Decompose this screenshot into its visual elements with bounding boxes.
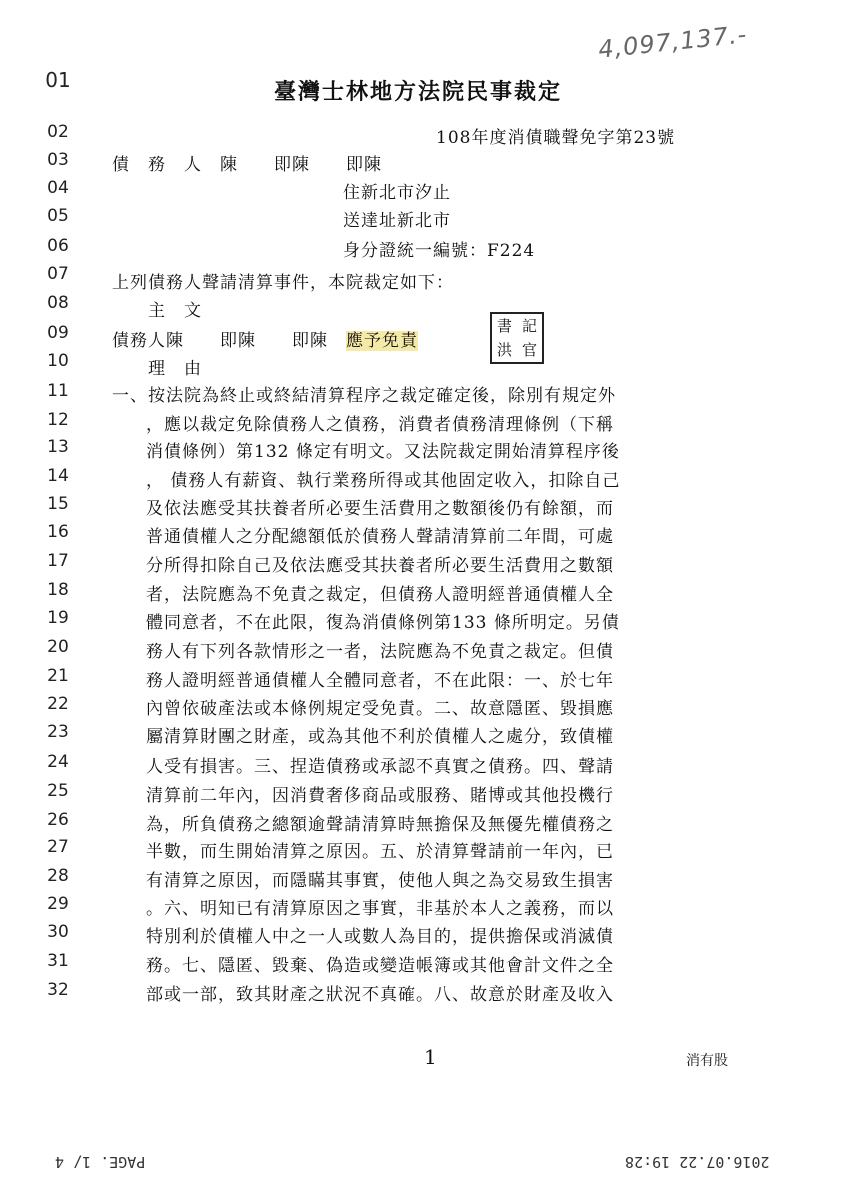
line-number: 13 [47, 437, 69, 457]
page-number: 1 [424, 1045, 437, 1069]
body-line: 普通債權人之分配總額低於債務人聲請清算前二年間，可處 [146, 527, 614, 547]
reason-heading: 理 由 [148, 359, 202, 379]
ruling-prefix: 債務人陳 即陳 即陳 [112, 331, 346, 351]
line-number: 10 [47, 351, 69, 371]
body-line: 半數，而生開始清算之原因。五、於清算聲請前一年內，已 [146, 842, 614, 862]
seal-char-2: 記 [521, 316, 537, 335]
document-title: 臺灣士林地方法院民事裁定 [274, 79, 563, 105]
unit-label: 消有股 [686, 1053, 728, 1069]
line-number: 25 [47, 781, 69, 801]
line-number: 06 [47, 236, 69, 256]
handwritten-amount-note: 4,097,137.- [596, 20, 749, 64]
line-number: 02 [47, 122, 69, 142]
line-number: 15 [47, 494, 69, 514]
line-number: 12 [47, 410, 69, 430]
line-number: 29 [47, 894, 69, 914]
fax-footer [0, 1145, 848, 1185]
seal-char-3: 洪 [496, 340, 512, 359]
body-line: 為，所負債務之總額逾聲請清算時無擔保及無優先權債務之 [146, 815, 614, 835]
line-number: 31 [47, 951, 69, 971]
body-line: ，應以裁定免除債務人之債務，消費者債務清理條例（下稱 [146, 415, 614, 435]
ruling-line [112, 326, 418, 351]
line-number: 32 [47, 980, 69, 1000]
line-number: 28 [47, 866, 69, 886]
body-line: 體同意者，不在此限，復為消債條例第133 條所明定。另債 [146, 613, 620, 633]
line-number: 07 [47, 264, 69, 284]
line-number: 30 [47, 922, 69, 942]
body-line: 特別利於債權人中之一人或數人為目的，提供擔保或消滅債 [146, 927, 614, 947]
line-number: 21 [47, 666, 69, 686]
id-number: 身分證統一編號：F224 [343, 241, 536, 261]
line-number: 01 [45, 68, 71, 92]
ruling-highlight: 應予免責 [346, 331, 418, 351]
body-line: 及依法應受其扶養者所必要生活費用之數額後仍有餘額，而 [146, 499, 614, 519]
body-line: 清算前二年內，因消費奢侈商品或服務、賭博或其他投機行 [146, 786, 614, 806]
body-line: 消債條例）第132 條定有明文。又法院裁定開始清算程序後 [146, 442, 620, 462]
main-text-heading: 主 文 [148, 301, 202, 321]
line-number: 16 [47, 522, 69, 542]
line-number: 20 [47, 637, 69, 657]
body-line: 。六、明知已有清算原因之事實，非基於本人之義務，而以 [146, 899, 614, 919]
body-line: 有清算之原因，而隱瞞其事實，使他人與之為交易致生損害 [146, 871, 614, 891]
body-line: 務人有下列各款情形之一者，法院應為不免責之裁定。但債 [146, 642, 614, 662]
body-line: 務。七、隱匿、毀棄、偽造或變造帳簿或其他會計文件之全 [146, 956, 614, 976]
line-number: 09 [47, 323, 69, 343]
delivery-address: 送達址新北市 [343, 211, 451, 231]
line-number: 19 [47, 608, 69, 628]
debtor-line: 債 務 人 陳 即陳 即陳 [112, 155, 382, 175]
body-line: 屬清算財團之財產，或為其他不利於債權人之處分，致債權 [146, 727, 614, 747]
seal-char-1: 書 [496, 316, 512, 335]
line-number: 22 [47, 694, 69, 714]
body-line: 務人證明經普通債權人全體同意者，不在此限：一、於七年 [146, 671, 614, 691]
seal-char-4: 官 [521, 340, 537, 359]
fax-page-label: PAGE. 1/ 4 [55, 1153, 146, 1171]
line-number: 08 [47, 293, 69, 313]
body-line: 分所得扣除自己及依法應受其扶養者所必要生活費用之數額 [146, 556, 614, 576]
body-line: 者，法院應為不免責之裁定，但債務人證明經普通債權人全 [146, 585, 614, 605]
body-line: ， 債務人有薪資、執行業務所得或其他固定收入，扣除自己 [146, 471, 621, 491]
line-number: 11 [47, 381, 69, 401]
line-number: 17 [47, 551, 69, 571]
body-line: 一、按法院為終止或終結清算程序之裁定確定後，除別有規定外 [112, 386, 616, 406]
line-number: 18 [47, 580, 69, 600]
intro-sentence: 上列債務人聲請清算事件，本院裁定如下： [112, 273, 454, 293]
line-number: 04 [47, 178, 69, 198]
line-number: 03 [47, 150, 69, 170]
fax-timestamp: 2016.07.22 19:28 [625, 1153, 770, 1171]
line-number: 24 [47, 752, 69, 772]
line-number: 26 [47, 810, 69, 830]
line-number: 23 [47, 722, 69, 742]
body-line: 內曾依破產法或本條例規定受免責。二、故意隱匿、毀損應 [146, 699, 614, 719]
line-number: 27 [47, 837, 69, 857]
debtor-address: 住新北市汐止 [343, 183, 451, 203]
case-number: 108年度消債職聲免字第23號 [436, 128, 676, 148]
line-number: 05 [47, 206, 69, 226]
body-line: 人受有損害。三、捏造債務或承認不真實之債務。四、聲請 [146, 757, 614, 777]
body-line: 部或一部，致其財產之狀況不真確。八、故意於財產及收入 [146, 985, 614, 1005]
line-number: 14 [47, 466, 69, 486]
clerk-seal-stamp [490, 312, 544, 364]
